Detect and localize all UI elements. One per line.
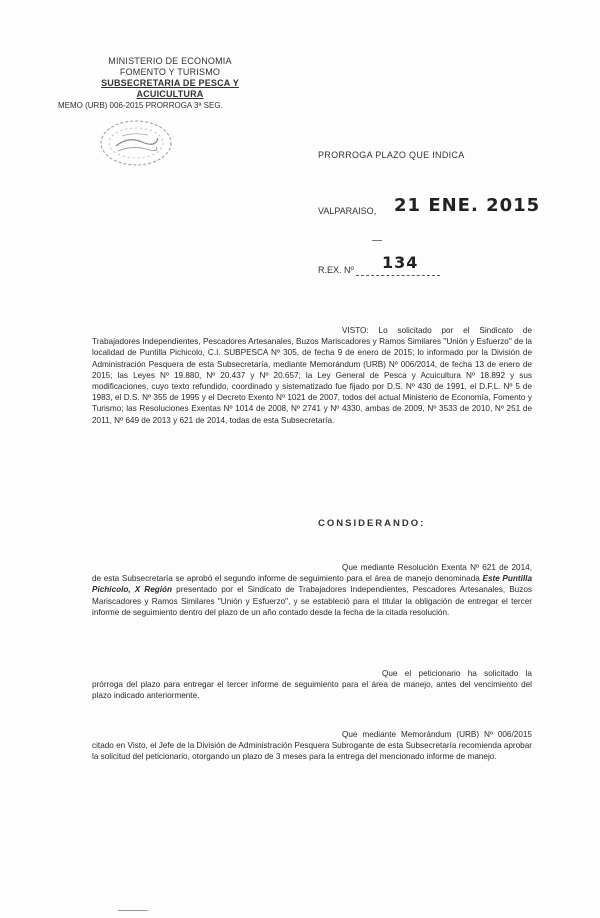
resolution-number: 134 [382, 253, 419, 272]
c1-lead: Que mediante Resolución Exenta Nº 621 de [342, 563, 509, 572]
c1-area-name: Este Puntilla Pichicolo, X Región [92, 574, 533, 595]
official-seal-stamp [98, 118, 174, 168]
visto-paragraph [92, 325, 532, 426]
resolution-label: R.EX. Nº [318, 265, 354, 275]
document-subject: PRORROGA PLAZO QUE INDICA [318, 150, 465, 160]
letterhead [58, 56, 270, 111]
c1-text-a: 2014, de esta Subsecretaría se aprobó el segundo informe de seguimiento para el área de manejo denominada [92, 563, 532, 584]
c3-text: 006/2015 citado en Visto, el Jefe de la División de Administración Pesquera Subrogante de esta Subsecretaría recomienda aprobar la solicitud del peticionario, otorgando un plazo de 3 meses para la entrega del mencionado informe de manejo. [92, 730, 532, 762]
resolution-number-line [356, 275, 440, 276]
visto-text: Lo solicitado por el Sindicato de Trabajadores Independientes, Pescadores Artesanales, Buzos Mariscadores y Ramos Similares "Unión y Esfuerzo" de la localidad de Puntilla Pichicolo, C.I. SUBPESCA Nº 305, de fecha 9 de enero de 2015; lo informado por la División de Administración Pesquera de esta Subsecretaría, mediante Memorándum (URB) Nº 006/2014, de fecha 13 de enero de 2015; las Leyes Nº 19.880, Nº 20.437 y Nº 20.657; la Ley General de Pesca y Acuicultura Nº 18.892 y sus modificaciones, cuyo texto refundido, coordinado y sistematizado fue fijado por D.S. Nº 430 de 1991, el D.F.L. Nº 5 de 1983, el D.S. Nº 355 de 1995 y el Decreto Exento Nº 1021 de 2007, todos del actual Ministerio de Economía, Fomento y Turismo; las Resoluciones Exentas Nº 1014 de 2008, Nº 2741 y Nº 4330, ambas de 2009, Nº 3533 de 2010, Nº 251 de 2011, Nº 649 de 2013 y 621 de 2014, todas de esta Subsecretaría. [92, 326, 532, 425]
city-label: VALPARAISO, [318, 206, 377, 216]
c3-lead: Que mediante Memorándum (URB) Nº [342, 730, 493, 739]
considerando-paragraph-1 [92, 562, 532, 618]
subsecretaria-name: SUBSECRETARIA DE PESCA Y ACUICULTURA [101, 78, 239, 99]
considerando-paragraph-2 [92, 668, 532, 702]
c2-lead: Que el peticionario ha solicitado la prórroga del [92, 669, 532, 690]
visto-label: VISTO: [342, 326, 369, 335]
ministry-subtitle: FOMENTO Y TURISMO [119, 67, 221, 77]
memo-reference: MEMO (URB) 006-2015 PRORROGA 3ª SEG. [58, 101, 223, 110]
considerando-paragraph-3 [92, 729, 532, 763]
c2-text: plazo para entregar el tercer informe de seguimiento para el área de manejo, antes del vencimiento del plazo indicado anteriormente. [92, 680, 532, 701]
ministry-name: MINISTERIO DE ECONOMIA [108, 56, 232, 66]
considerando-heading: CONSIDERANDO: [318, 518, 426, 529]
dash-mark [372, 240, 382, 241]
bottom-mark [118, 910, 148, 911]
c1-text-b: presentado por el Sindicato de Trabajadores Independientes, Pescadores Artesanales, Buzos Mariscadores y Ramos Similares "Unión y Esfuerzo", y se estableció para el titular la obligación de entregar el tercer informe de seguimiento dentro del plazo de un año contado desde la fecha de la citada resolución. [92, 585, 532, 617]
date-stamp: 21 ENE. 2015 [394, 195, 541, 216]
